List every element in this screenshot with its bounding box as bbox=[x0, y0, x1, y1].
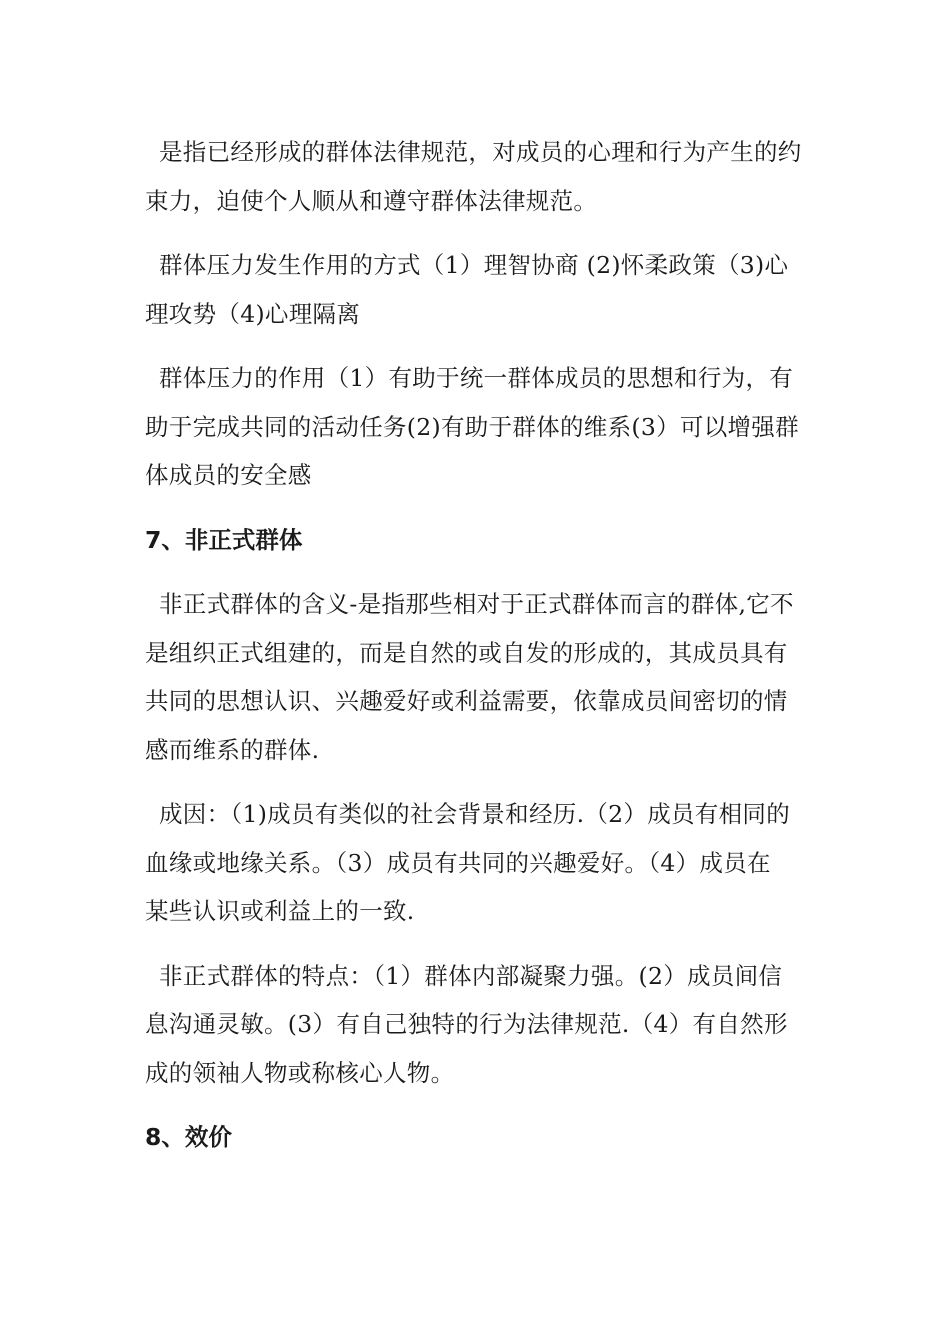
paragraph-group-pressure-definition: 是指已经形成的群体法律规范，对成员的心理和行为产生的约 束力，迫使个人顺从和遵守群体法律规范。 bbox=[145, 138, 802, 215]
paragraph-pressure-effects: 群体压力的作用（1）有助于统一群体成员的思想和行为，有 助于完成共同的活动任务(2)有助于群体的维系(3）可以增强群 体成员的安全感 bbox=[145, 364, 799, 489]
paragraph-informal-group-features: 非正式群体的特点：（1）群体内部凝聚力强。(2）成员间信 息沟通灵敏。(3）有自己独特的行为法律规范.（4）有自然形 成的领袖人物或称核心人物。 bbox=[145, 961, 788, 1087]
document-body bbox=[145, 128, 810, 1178]
section-heading-valence: 8、效价 bbox=[145, 1123, 232, 1151]
paragraph-pressure-methods: 群体压力发生作用的方式（1）理智协商 (2)怀柔政策（3)心 理攻势（4)心理隔离 bbox=[145, 251, 789, 328]
paragraph-informal-group-meaning: 非正式群体的含义-是指那些相对于正式群体而言的群体,它不 是组织正式组建的，而是自然的或自发的形成的，其成员具有 共同的思想认识、兴趣爱好或利益需要，依靠成员间密切的情 感而维系的群体. bbox=[145, 590, 794, 764]
paragraph-informal-group-causes: 成因：（1)成员有类似的社会背景和经历.（2）成员有相同的 血缘或地缘关系。（3）成员有共同的兴趣爱好。（4）成员在 某些认识或利益上的一致. bbox=[145, 800, 790, 925]
section-heading-informal-group: 7、非正式群体 bbox=[145, 525, 303, 554]
